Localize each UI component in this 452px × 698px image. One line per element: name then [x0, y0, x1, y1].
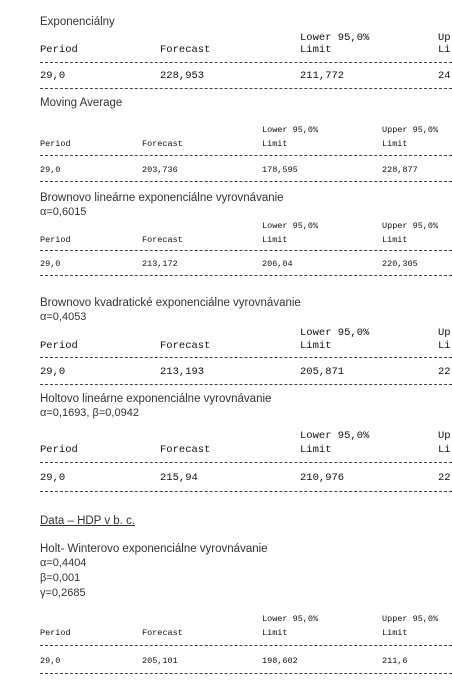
- cell-upper: 228,877: [382, 165, 418, 175]
- divider: [40, 673, 452, 674]
- header-lower-1: Lower 95,0%: [300, 32, 370, 44]
- header-forecast: Forecast: [142, 628, 183, 638]
- header-period: Period: [40, 139, 71, 149]
- cell-upper: 220,305: [382, 259, 418, 269]
- header-forecast: Forecast: [142, 235, 183, 245]
- cell-lower: 178,595: [262, 165, 298, 175]
- header-lower-2: Limit: [300, 340, 332, 352]
- data-heading: Data – HDP v b. c.: [40, 515, 136, 527]
- header-period: Period: [40, 235, 71, 245]
- header-lower-1: Lower 95,0%: [300, 430, 370, 442]
- divider: [40, 275, 452, 276]
- header-lower-2: Limit: [300, 44, 332, 56]
- header-upper-1: Up: [438, 327, 451, 339]
- cell-upper: 22: [438, 366, 451, 378]
- section-title: Holtovo lineárne exponenciálne vyrovnávanie: [40, 393, 272, 405]
- cell-forecast: 205,101: [142, 656, 178, 666]
- header-lower-2: Limit: [262, 628, 288, 638]
- section-title: Exponenciálny: [40, 16, 115, 28]
- cell-lower: 211,772: [300, 70, 345, 82]
- cell-lower: 206,04: [262, 259, 293, 269]
- cell-forecast: 213,172: [142, 259, 178, 269]
- section-title: Holt- Winterovo exponenciálne vyrovnávanie: [40, 543, 268, 555]
- divider: [40, 155, 452, 156]
- header-upper-1: Up: [438, 32, 451, 44]
- cell-period: 29,0: [40, 472, 66, 484]
- cell-period: 29,0: [40, 165, 61, 175]
- header-lower-1: Lower 95,0%: [262, 614, 319, 624]
- header-upper-2: Li: [438, 44, 451, 56]
- divider: [40, 62, 452, 63]
- param-alpha-beta: α=0,1693, β=0,0942: [40, 407, 139, 419]
- cell-period: 29,0: [40, 366, 66, 378]
- header-upper-1: Upper 95,0%: [382, 614, 439, 624]
- header-upper-2: Limit: [382, 235, 408, 245]
- header-period: Period: [40, 628, 71, 638]
- section-title: Brownovo lineárne exponenciálne vyrovnávanie: [40, 192, 284, 204]
- cell-lower: 205,871: [300, 366, 345, 378]
- param-alpha: α=0,6015: [40, 206, 87, 218]
- cell-forecast: 203,736: [142, 165, 178, 175]
- header-forecast: Forecast: [160, 44, 211, 56]
- cell-lower: 198,602: [262, 656, 298, 666]
- cell-lower: 210,976: [300, 472, 345, 484]
- section-title: Moving Average: [40, 97, 123, 109]
- header-lower-2: Limit: [300, 444, 332, 456]
- header-period: Period: [40, 44, 78, 56]
- header-lower-1: Lower 95,0%: [300, 327, 370, 339]
- header-period: Period: [40, 444, 78, 456]
- divider: [40, 357, 452, 358]
- divider: [40, 88, 452, 89]
- header-forecast: Forecast: [160, 340, 211, 352]
- cell-period: 29,0: [40, 70, 66, 82]
- param-gamma: γ=0,2685: [40, 587, 86, 599]
- header-forecast: Forecast: [142, 139, 183, 149]
- cell-period: 29,0: [40, 259, 61, 269]
- param-alpha: α=0,4404: [40, 557, 87, 569]
- header-upper-2: Limit: [382, 628, 408, 638]
- param-beta: β=0,001: [40, 572, 81, 584]
- cell-upper: 211,6: [382, 656, 408, 666]
- header-upper-2: Li: [438, 340, 451, 352]
- header-lower-1: Lower 95,0%: [262, 221, 319, 231]
- section-title: Brownovo kvadratické exponenciálne vyrovnávanie: [40, 297, 301, 309]
- header-upper-1: Upper 95,0%: [382, 125, 439, 135]
- cell-forecast: 215,94: [160, 472, 198, 484]
- cell-upper: 22: [438, 472, 451, 484]
- divider: [40, 181, 452, 182]
- cell-period: 29,0: [40, 656, 61, 666]
- cell-forecast: 228,953: [160, 70, 205, 82]
- divider: [40, 250, 452, 251]
- header-lower-2: Limit: [262, 139, 288, 149]
- header-lower-2: Limit: [262, 235, 288, 245]
- header-lower-1: Lower 95,0%: [262, 125, 319, 135]
- param-alpha: α=0,4053: [40, 311, 87, 323]
- divider: [40, 491, 452, 492]
- header-upper-2: Limit: [382, 139, 408, 149]
- header-forecast: Forecast: [160, 444, 211, 456]
- divider: [40, 462, 452, 463]
- header-upper-1: Upper 95,0%: [382, 221, 439, 231]
- cell-upper: 24: [438, 70, 451, 82]
- divider: [40, 645, 452, 646]
- header-upper-1: Up: [438, 430, 451, 442]
- header-upper-2: Li: [438, 444, 451, 456]
- divider: [40, 384, 452, 385]
- cell-forecast: 213,193: [160, 366, 205, 378]
- header-period: Period: [40, 340, 78, 352]
